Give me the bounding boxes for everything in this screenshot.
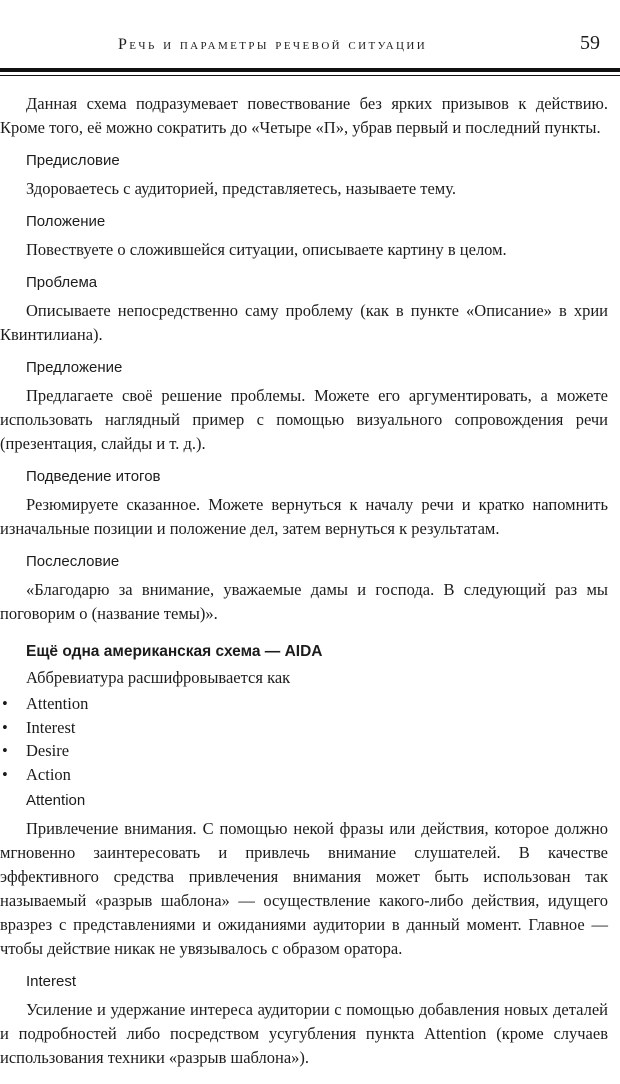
section-text-summary: Резюмируете сказанное. Можете вернуться к началу речи и кратко напомнить изначальные позиции и положение дел, затем вернуться к результатам.: [0, 495, 608, 538]
bullet-icon: •: [2, 717, 8, 737]
subheading-interest: Interest: [26, 973, 77, 990]
section-text-afterword: «Благодарю за внимание, уважаемые дамы и господа. В следующий раз мы поговорим о (название темы)».: [0, 580, 608, 623]
aida-list: [0, 692, 608, 786]
bullet-icon: •: [2, 694, 8, 713]
four-p-section: [0, 150, 608, 626]
page-number: 59: [580, 32, 600, 54]
list-item-label: Interest: [26, 717, 76, 737]
section-text-preface: Здороваетесь с аудиторией, представляетесь, называете тему.: [26, 179, 456, 198]
subheading-attention: Attention: [26, 792, 86, 809]
list-item-label: Action: [26, 764, 71, 784]
section-heading-summary: Подведение итогов: [26, 468, 161, 485]
intro-paragraph: Данная схема подразумевает повествование без ярких призывов к действию. Кроме того, её можно сократить до «Четыре «П», убрав первый и последний пункты.: [0, 94, 608, 137]
list-item: [0, 763, 608, 787]
page-content: [0, 92, 608, 1080]
page-header: [0, 30, 620, 66]
list-item-label: Desire: [26, 741, 70, 760]
aida-lead: Аббревиатура расшифровывается как: [26, 668, 291, 687]
text-attention: Привлечение внимания. С помощью некой фразы или действия, которое должно мгновенно заинтересовать и привлечь внимание слушателей. В качестве эффективного средства привлечения внимания может быть использован так называемый «разрыв шаблона» — осуществление какого-либо действия, идущего вразрез с представлениями и ожиданиями аудитории в данный момент. Главное — чтобы действие никак не увязывалось с образом оратора.: [0, 819, 608, 958]
aida-section: [0, 640, 608, 1070]
section-text-problem: Описываете непосредственно саму проблему (как в пункте «Описание» в хрии Квинтилиана).: [0, 301, 608, 344]
section-heading-afterword: Послесловие: [26, 553, 120, 570]
running-head: Речь и параметры речевой ситуации: [118, 36, 428, 53]
list-item: [0, 692, 608, 716]
section-heading-situation: Положение: [26, 213, 106, 230]
text-interest: Усиление и удержание интереса аудитории с помощью добавления новых деталей и подробностей либо посредством усугубления пункта Attention (кроме случаев использования техники «разрыв шаблона»).: [0, 1000, 608, 1067]
header-rule-thick: [0, 68, 620, 72]
list-item: [0, 716, 608, 740]
bullet-icon: •: [2, 741, 8, 760]
section-heading-proposal: Предложение: [26, 359, 123, 376]
list-item: [0, 739, 608, 763]
section-text-situation: Повествуете о сложившейся ситуации, описываете картину в целом.: [26, 240, 507, 259]
aida-title: Ещё одна американская схема — AIDA: [26, 643, 323, 660]
section-heading-problem: Проблема: [26, 274, 98, 291]
list-item-label: Attention: [26, 694, 89, 713]
bullet-icon: •: [2, 764, 8, 784]
section-text-proposal: Предлагаете своё решение проблемы. Можете его аргументировать, а можете использовать наглядный пример с помощью визуального сопровождения речи (презентация, слайды и т. д.).: [0, 386, 608, 453]
section-heading-preface: Предисловие: [26, 152, 120, 169]
header-rule-thin: [0, 75, 620, 76]
